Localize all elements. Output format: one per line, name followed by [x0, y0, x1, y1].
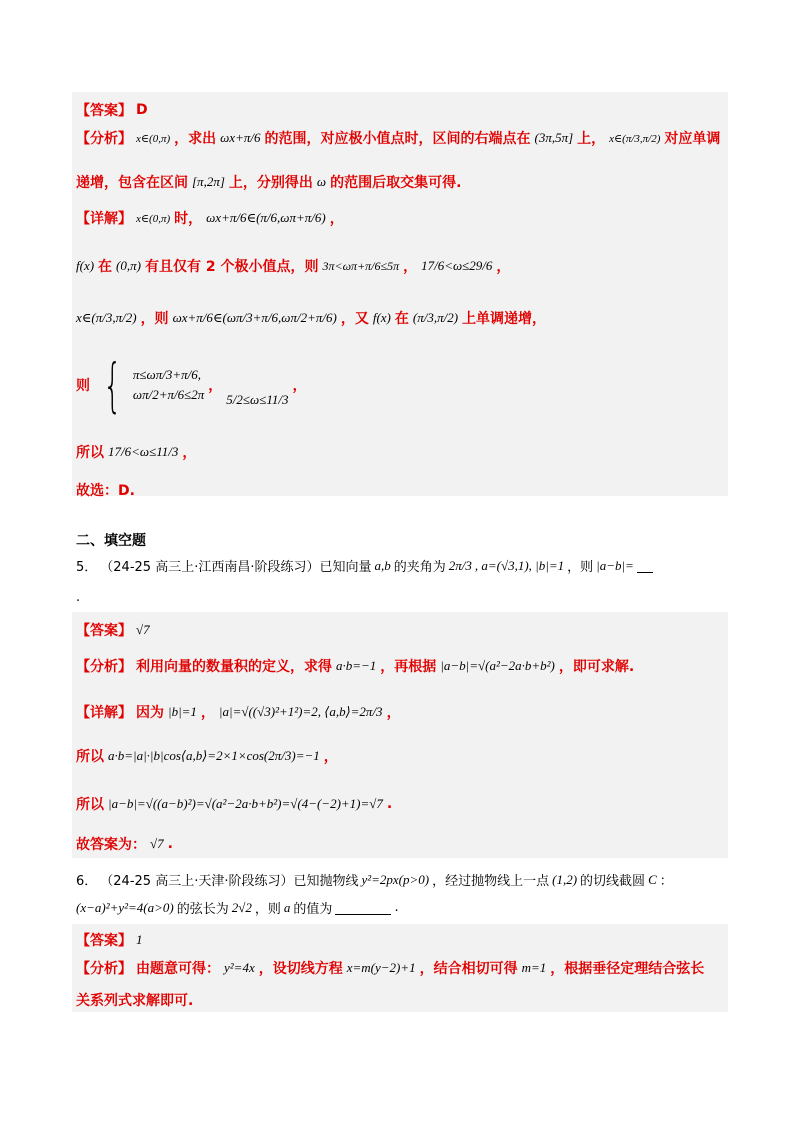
detail-text: 故答案为：: [76, 837, 146, 853]
analysis-text: ，结合相切可得: [419, 961, 518, 977]
q6-stem-1: [76, 870, 673, 889]
detail-text: 所以: [76, 749, 104, 765]
detail-text: ，: [292, 378, 307, 394]
math-expr: (π/3,π/2): [412, 310, 459, 325]
question-text: .: [76, 590, 81, 605]
analysis-text: ，设切线方程: [258, 961, 343, 977]
math-expr: (1,2): [552, 871, 578, 887]
detail-text: .: [167, 836, 173, 852]
question-text: ，则: [254, 902, 281, 917]
question-number: 6．: [76, 874, 98, 889]
math-expr: (x−a)²+y²=4(a>0): [76, 899, 174, 915]
detail-text: ，: [323, 749, 338, 765]
math-expr: f(x): [76, 258, 95, 273]
detail-text: ，: [182, 445, 197, 461]
detail-text: 在: [394, 311, 409, 327]
math-expr: a: [283, 899, 291, 915]
math-expr: ωx+π/6∈(π/6,ωπ+π/6): [206, 210, 326, 225]
detail-text: ，: [200, 705, 215, 721]
question-text: ，经过抛物线上一点: [432, 874, 550, 889]
detail-text: ，: [208, 378, 223, 394]
math-expr: a,b: [374, 557, 391, 573]
math-expr: [π,2π]: [192, 174, 225, 189]
math-expr: ωx+π/6∈(ωπ/3+π/6,ωπ/2+π/6): [172, 310, 337, 325]
math-expr: , a=(√3,1), |b|=1: [474, 557, 565, 573]
q5-stem-tail: [76, 590, 80, 605]
answer-value: √7: [136, 622, 150, 637]
math-expr: a·b=−1: [336, 658, 377, 673]
math-expr: (3π,5π]: [534, 130, 574, 145]
q5-detail-line-2: [76, 746, 338, 766]
math-expr: C: [648, 871, 657, 887]
q6-answer-line: [76, 930, 143, 950]
question-text: 的夹角为: [393, 560, 446, 575]
math-expr: x∈(0,π): [136, 132, 171, 145]
left-brace: {: [103, 351, 122, 419]
math-expr: |a−b|=: [596, 557, 634, 573]
detail-text: ，: [496, 259, 511, 275]
detail-text: 则: [76, 378, 90, 394]
q5-stem: [76, 556, 653, 575]
answer-tag: 【答案】: [76, 623, 132, 639]
question-text: 的值为: [293, 902, 333, 917]
analysis-tag: 【分析】: [76, 659, 132, 675]
math-expr: x∈(0,π): [136, 212, 171, 225]
question-text: 的弦长为: [176, 902, 229, 917]
q4-answer-line: [76, 100, 148, 120]
detail-text: .: [386, 796, 393, 812]
q6-analysis-line-2: [76, 990, 193, 1010]
math-expr: x∈(π/3,π/2): [76, 310, 137, 325]
analysis-text: 上，分别得出: [228, 175, 313, 191]
analysis-text: 递增，包含在区间: [76, 175, 188, 191]
analysis-text: 关系列式求解即可.: [76, 993, 194, 1009]
math-expr: y²=2px(p>0): [361, 871, 430, 887]
analysis-text: 的范围后取交集可得.: [330, 175, 462, 191]
analysis-text: 利用向量的数量积的定义，求得: [136, 659, 332, 675]
q4-detail-line-4: [76, 351, 307, 419]
math-expr: 5/2≤ω≤11/3: [226, 392, 289, 407]
math-expr: x∈(π/3,π/2): [609, 132, 661, 145]
detail-text: 上单调递增，: [462, 311, 547, 327]
math-expr: a·b=|a|·|b|cos⟨a,b⟩=2×1×cos(2π/3)=−1: [108, 748, 320, 763]
math-expr: 2√2: [231, 899, 252, 915]
analysis-text: 由题意可得：: [136, 961, 220, 977]
analysis-tag: 【分析】: [76, 961, 132, 977]
math-expr: m=1: [521, 960, 547, 975]
q4-detail-line-3: [76, 308, 546, 328]
q4-detail-line-6: [76, 480, 135, 500]
question-text: ，则: [567, 560, 594, 575]
analysis-text: ，根据垂径定理结合弦长: [550, 961, 705, 977]
analysis-text: 对应单调: [664, 131, 721, 147]
detail-text: ，: [403, 259, 418, 275]
q5-answer-line: [76, 620, 150, 640]
inequality-system: [94, 351, 205, 419]
question-text: （24-25 高三上·江西南昌·阶段练习）已知向量: [100, 560, 372, 575]
section-title: 二、填空题: [76, 533, 146, 549]
answer-tag: 【答案】: [76, 103, 132, 119]
question-text: ：: [659, 874, 673, 889]
system-row-1: π≤ωπ/3+π/6,: [132, 367, 202, 382]
math-expr: 3π<ωπ+π/6≤5π: [322, 258, 400, 273]
detail-text: 故选：D.: [76, 483, 135, 499]
math-expr: |a−b|=√((a−b)²)=√(a²−2a·b+b²)=√(4−(−2)+1)=√7: [108, 796, 383, 811]
answer-blank[interactable]: [335, 900, 391, 915]
detail-text: 在: [98, 259, 113, 275]
question-text: .: [394, 900, 399, 915]
q5-solution-box: [72, 612, 728, 858]
question-text: 的切线截圆: [580, 874, 646, 889]
detail-text: ，则: [140, 311, 169, 327]
detail-text: 所以: [76, 797, 104, 813]
system-row-2: ωπ/2+π/6≤2π: [132, 387, 205, 402]
detail-tag: 【详解】: [76, 705, 132, 721]
q5-detail-line-1: [76, 702, 401, 722]
q4-solution-box: [72, 92, 728, 496]
question-number: 5．: [76, 560, 98, 575]
question-text: （24-25 高三上·天津·阶段练习）已知抛物线: [100, 874, 359, 889]
answer-blank[interactable]: [637, 558, 653, 573]
q5-analysis-line: [76, 656, 634, 676]
math-expr: 17/6<ω≤29/6: [421, 258, 493, 273]
detail-text: 因为: [136, 705, 164, 721]
detail-text: 有且仅有 2 个极小值点，则: [144, 259, 319, 275]
math-expr: 17/6<ω≤11/3: [108, 444, 179, 459]
answer-value: 1: [136, 932, 143, 947]
math-expr: |a|=√((√3)²+1²)=2, ⟨a,b⟩=2π/3: [218, 704, 383, 719]
q4-detail-line-2: [76, 256, 510, 276]
q6-stem-2: [76, 898, 399, 917]
math-expr: ω: [316, 174, 327, 189]
math-expr: 2π/3: [448, 557, 472, 573]
math-expr: |a−b|=√(a²−2a·b+b²): [440, 658, 555, 673]
answer-tag: 【答案】: [76, 933, 132, 949]
detail-text: 所以: [76, 445, 104, 461]
math-expr: |b|=1: [168, 704, 197, 719]
analysis-text: 上，: [577, 131, 606, 147]
detail-text: 时，: [174, 211, 203, 227]
math-expr: x=m(y−2)+1: [346, 960, 416, 975]
analysis-text: 的范围，对应极小值点时，区间的右端点在: [264, 131, 531, 147]
q6-analysis-line-1: [76, 958, 704, 978]
analysis-text: ，再根据: [380, 659, 437, 675]
q4-analysis-line-1: [76, 128, 720, 148]
analysis-text: ，求出: [174, 131, 217, 147]
detail-text: ，又: [340, 311, 369, 327]
analysis-tag: 【分析】: [76, 131, 132, 147]
detail-text: ，: [329, 211, 344, 227]
q4-detail-line-5: [76, 442, 196, 462]
q5-detail-line-3: [76, 794, 392, 814]
answer-value: D: [136, 102, 148, 118]
math-expr: ωx+π/6: [220, 130, 261, 145]
q4-detail-line-1: [76, 208, 344, 228]
math-expr: f(x): [372, 310, 391, 325]
math-expr: √7: [150, 836, 164, 851]
q4-analysis-line-2: [76, 172, 461, 192]
detail-text: ，: [386, 705, 401, 721]
analysis-text: ，即可求解.: [558, 659, 635, 675]
math-expr: y²=4x: [224, 960, 255, 975]
detail-tag: 【详解】: [76, 211, 132, 227]
math-expr: (0,π): [116, 258, 141, 273]
q5-detail-line-4: [76, 834, 173, 854]
